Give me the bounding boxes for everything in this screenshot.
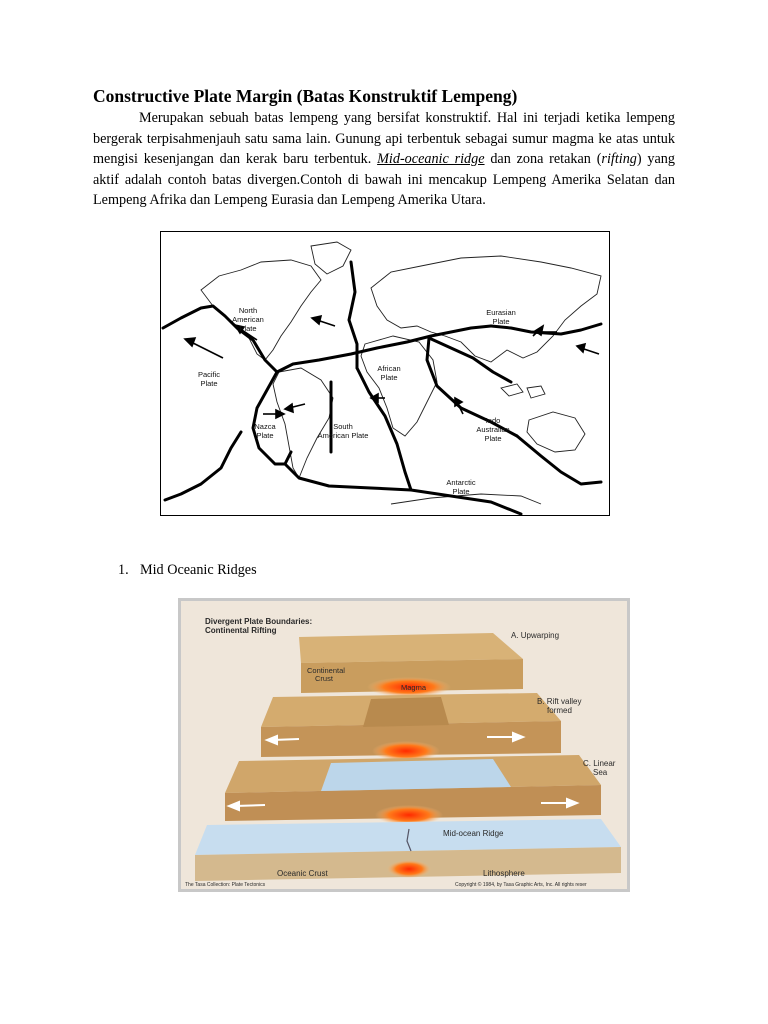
oceanic-crust-label: Oceanic Crust <box>277 869 328 878</box>
stage-c-label-line1: C. Linear <box>583 759 616 768</box>
mid-ocean-ridge-label: Mid-ocean Ridge <box>443 829 504 838</box>
list-item <box>118 562 257 579</box>
paragraph-text-2: dan zona retakan ( <box>484 151 602 167</box>
list-number: 1. <box>118 562 129 578</box>
stage-a-label: A. Upwarping <box>511 631 560 640</box>
list-text: Mid Oceanic Ridges <box>140 562 257 578</box>
indo-australian-plate-label: Indo Australian Plate <box>476 416 510 443</box>
diagram-credit-left: The Tasa Collection: Plate Tectonics <box>185 882 266 888</box>
south-american-plate-label: South American Plate <box>317 422 369 440</box>
rifting-illustration <box>181 601 627 889</box>
stage-c-label-line2: Sea <box>593 768 608 777</box>
diagram-title-line2: Continental Rifting <box>205 626 277 635</box>
stage-b-label-line1: B. Rift valley <box>537 697 582 706</box>
stage-b-label-line2: formed <box>547 706 572 715</box>
antarctic-plate-label: Antarctic Plate <box>446 478 476 496</box>
eurasian-plate-label: Eurasian Plate <box>486 308 516 326</box>
continental-crust-label-line1: Continental <box>307 666 345 675</box>
diagram-title-line1: Divergent Plate Boundaries: <box>205 617 313 626</box>
intro-paragraph <box>93 108 675 211</box>
lithosphere-label: Lithosphere <box>483 869 525 878</box>
paragraph-text-3: ) yang aktif adalah contoh batas divergen.Contoh di bawah ini mencakup Lempeng Amerika Selatan dan Lempeng Afrika dan Lempeng Eurasia dan Lempeng Amerika Utara. <box>93 151 675 208</box>
magma-label: Magma <box>401 683 427 692</box>
nazca-plate-label: Nazca Plate <box>254 422 276 440</box>
pacific-plate-label: Pacific Plate <box>197 370 221 388</box>
mid-oceanic-ridge-term: Mid-oceanic ridge <box>377 151 485 167</box>
diagram-credit-right: Copyright © 1984, by Tasa Graphic Arts, Inc. All rights reser <box>455 882 587 888</box>
continental-rifting-diagram <box>178 598 630 892</box>
continental-crust-label-line2: Crust <box>315 674 333 683</box>
page-heading: Constructive Plate Margin (Batas Konstruktif Lempeng) <box>93 86 518 106</box>
north-american-plate-label: North American Plate <box>232 306 264 333</box>
rifting-term: rifting <box>601 151 637 167</box>
african-plate-label: African Plate <box>377 364 401 382</box>
plate-boundary-map <box>160 231 610 516</box>
paragraph-text-1: Merupakan sebuah batas lempeng yang bersifat konstruktif. Hal ini terjadi ketika lempeng bergerak terpisahmenjauh satu sama lain. Gunung api terbentuk sebagai sumur magma ke atas untuk mengisi kesenjangan dan kerak baru terbentuk. <box>93 110 675 167</box>
